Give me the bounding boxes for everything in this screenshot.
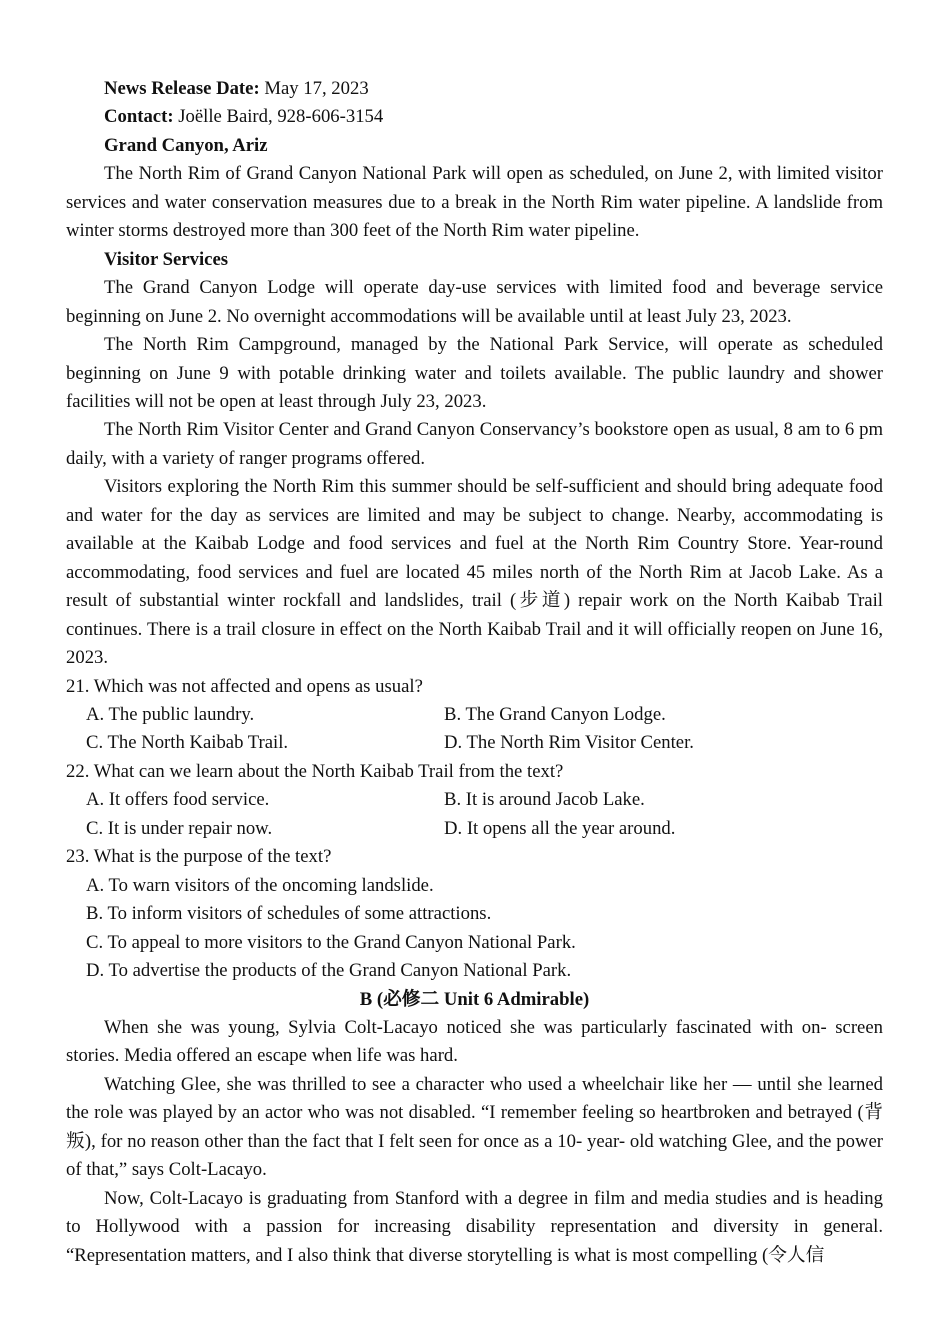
option-d: D. It opens all the year around.: [444, 817, 676, 839]
contact-label: Contact:: [104, 106, 174, 128]
release-date-label: News Release Date:: [104, 78, 260, 99]
contact-value: Joëlle Baird, 928-606-3154: [178, 106, 384, 128]
option-a: A. To warn visitors of the oncoming landslide.: [86, 874, 434, 896]
intro-paragraph: The North Rim of Grand Canyon National Park will open as scheduled, on June 2, with limited visitor services and water conservation measures due to a break in the North Rim water pipeline. A landslide from winter storms destroyed more than 300 feet of the North Rim water pipeline.: [66, 163, 883, 242]
section-heading: Visitor Services: [104, 248, 229, 270]
question-stem: 23. What is the purpose of the text?: [66, 846, 332, 868]
question-23: [66, 843, 883, 985]
option-b: B. To inform visitors of schedules of some attractions.: [86, 903, 492, 925]
option-d: D. The North Rim Visitor Center.: [444, 732, 694, 754]
paragraph-visitor-center: The North Rim Visitor Center and Grand Canyon Conservancy’s bookstore open as usual, 8 am to 6 pm daily, with a variety of ranger programs offered.: [66, 419, 883, 469]
release-date-line: [66, 75, 883, 103]
question-22: [66, 758, 883, 843]
contact-line: [66, 103, 883, 131]
option-a: A. It offers food service.: [86, 789, 270, 811]
paragraph-lodge: The Grand Canyon Lodge will operate day-use services with limited food and beverage service beginning on June 2. No overnight accommodations will be available until at least July 23, 2023.: [66, 277, 883, 327]
option-b: B. It is around Jacob Lake.: [444, 789, 645, 811]
paragraph-visitors: Visitors exploring the North Rim this summer should be self-sufficient and should bring adequate food and water for the day as services are limited and may be subject to change. Nearby, accommodating is available at the Kaibab Lodge and food services and fuel at the North Rim Country Store. Year-round accommodating, food services and fuel are located 45 miles north of the North Rim at Jacob Lake. As a result of substantial winter rockfall and landslides, trail (步道) repair work on the North Kaibab Trail continues. There is a trail closure in effect on the North Kaibab Trail and it will officially reopen on June 16, 2023.: [66, 476, 883, 669]
question-stem: 21. Which was not affected and opens as usual?: [66, 675, 423, 697]
passage-b-paragraph-2: Watching Glee, she was thrilled to see a character who used a wheelchair like her — until she learned the role was played by an actor who was not disabled. “I remember feeling so heartbroken and betrayed (背叛), for no reason other than the fact that I felt seen for once as a 10- year- old watching Glee, and the power of that,” says Colt-Lacayo.: [66, 1073, 883, 1181]
option-a: A. The public laundry.: [86, 703, 255, 725]
section-b-title: B (必修二 Unit 6 Admirable): [359, 988, 590, 1010]
option-d: D. To advertise the products of the Grand Canyon National Park.: [86, 960, 572, 982]
option-c: C. To appeal to more visitors to the Grand Canyon National Park.: [86, 931, 576, 953]
paragraph-campground: The North Rim Campground, managed by the National Park Service, will operate as scheduled beginning on June 9 with potable drinking water and toilets available. The public laundry and shower facilities will not be open at least through July 23, 2023.: [66, 334, 883, 412]
option-b: B. The Grand Canyon Lodge.: [444, 703, 666, 725]
document-page: [66, 75, 883, 1270]
option-c: C. It is under repair now.: [86, 817, 273, 839]
option-c: C. The North Kaibab Trail.: [86, 732, 289, 754]
question-stem: 22. What can we learn about the North Kaibab Trail from the text?: [66, 760, 564, 782]
question-21: [66, 673, 883, 758]
passage-b-paragraph-1: When she was young, Sylvia Colt-Lacayo noticed she was particularly fascinated with on- screen stories. Media offered an escape when life was hard.: [66, 1016, 883, 1067]
release-date-value: May 17, 2023: [264, 78, 369, 99]
passage-b-paragraph-3: Now, Colt-Lacayo is graduating from Stanford with a degree in film and media studies and is heading to Hollywood with a passion for increasing disability representation and diversity in general. “Representation matters, and I also think that diverse storytelling is what is most compelling (令人信: [66, 1187, 883, 1266]
dateline: Grand Canyon, Ariz: [104, 134, 268, 156]
